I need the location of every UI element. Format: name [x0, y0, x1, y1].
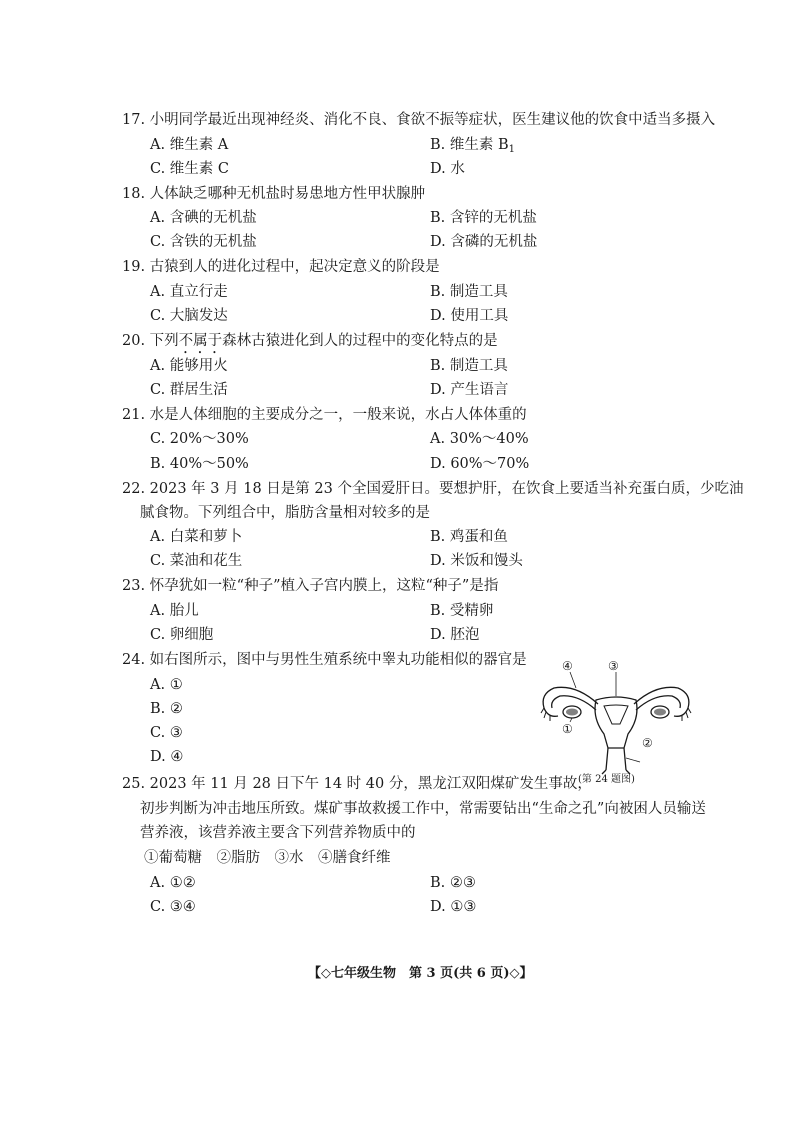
figure-caption: (第 24 题图): [578, 774, 635, 785]
question-23-option-c: C. 卵细胞: [150, 627, 214, 643]
question-20-option-d: D. 产生语言: [430, 382, 509, 398]
question-22-option-d: D. 米饭和馒头: [430, 553, 523, 569]
question-19-option-c: C. 大脑发达: [150, 308, 228, 324]
question-19-option-d: D. 使用工具: [430, 308, 509, 324]
figure-label-1: ①: [562, 722, 573, 736]
option-b-text: B. 维生素 B: [430, 137, 509, 153]
question-21-stem: 21. 水是人体细胞的主要成分之一，一般来说，水占人体体重的: [122, 407, 527, 423]
question-23-option-a: A. 胎儿: [150, 603, 199, 619]
emphasis-dotted: 不属于: [178, 333, 223, 349]
question-22-option-b: B. 鸡蛋和鱼: [430, 529, 508, 545]
question-21-option-3: B. 40%～50%: [150, 456, 249, 472]
question-23-option-d: D. 胚泡: [430, 627, 480, 643]
question-18-option-a: A. 含碘的无机盐: [150, 210, 257, 226]
question-25-option-a: A. ①②: [150, 875, 196, 891]
question-20-stem: [122, 331, 498, 357]
question-17-option-a: A. 维生素 A: [150, 137, 229, 153]
question-21-option-2: A. 30%～40%: [430, 431, 529, 447]
figure-label-2: ②: [642, 736, 653, 750]
question-24-option-a: A. ①: [150, 677, 183, 693]
question-25-items: ①葡萄糖 ②脂肪 ③水 ④膳食纤维: [144, 850, 391, 866]
question-25-option-d: D. ①③: [430, 899, 477, 915]
question-22-option-a: A. 白菜和萝卜: [150, 529, 243, 545]
question-20-option-a: A. 能够用火: [150, 358, 228, 374]
stem-post: 森林古猿进化到人的过程中的变化特点的是: [222, 333, 498, 349]
question-21-option-1: C. 20%～30%: [150, 431, 249, 447]
question-25-stem-line2: 初步判断为冲击地压所致。煤矿事故救援工作中，常需要钻出“生命之孔”向被困人员输送: [140, 801, 706, 817]
figure-label-4: ④: [562, 659, 573, 673]
question-17-option-b: [430, 135, 515, 160]
stem-pre: 20. 下列: [122, 333, 179, 349]
figure-label-3: ③: [608, 659, 619, 673]
question-23-option-b: B. 受精卵: [430, 603, 494, 619]
page-footer: 【◇七年级生物 第 3 页(共 6 页)◇】: [308, 966, 533, 981]
question-19-option-a: A. 直立行走: [150, 284, 228, 300]
question-18-option-c: C. 含铁的无机盐: [150, 234, 257, 250]
question-17-option-d: D. 水: [430, 161, 465, 177]
question-18-option-d: D. 含磷的无机盐: [430, 234, 538, 250]
question-23-stem: 23. 怀孕犹如一粒“种子”植入子宫内膜上，这粒“种子”是指: [122, 578, 499, 594]
uterus-diagram: [536, 658, 696, 778]
question-24-option-c: C. ③: [150, 725, 183, 741]
question-22-stem-line1: 22. 2023 年 3 月 18 日是第 23 个全国爱肝日。要想护肝，在饮食上要适当补充蛋白质，少吃油: [122, 481, 744, 497]
question-24-option-d: D. ④: [150, 749, 184, 765]
question-17-stem: 17. 小明同学最近出现神经炎、消化不良、食欲不振等症状，医生建议他的饮食中适当多摄入: [122, 112, 716, 128]
question-20-option-c: C. 群居生活: [150, 382, 228, 398]
question-17-option-c: C. 维生素 C: [150, 161, 229, 177]
question-25-option-b: B. ②③: [430, 875, 476, 891]
question-18-stem: 18. 人体缺乏哪种无机盐时易患地方性甲状腺肿: [122, 186, 426, 202]
question-20-option-b: B. 制造工具: [430, 358, 508, 374]
question-25-option-c: C. ③④: [150, 899, 196, 915]
question-24-option-b: B. ②: [150, 701, 183, 717]
question-18-option-b: B. 含锌的无机盐: [430, 210, 537, 226]
subscript: 1: [508, 144, 516, 155]
question-21-option-4: D. 60%～70%: [430, 456, 530, 472]
question-19-option-b: B. 制造工具: [430, 284, 508, 300]
question-25-stem-line3: 营养液，该营养液主要含下列营养物质中的: [140, 825, 416, 841]
question-22-stem-line2: 腻食物。下列组合中，脂肪含量相对较多的是: [140, 505, 430, 521]
question-22-option-c: C. 菜油和花生: [150, 553, 243, 569]
question-19-stem: 19. 古猿到人的进化过程中，起决定意义的阶段是: [122, 259, 440, 275]
question-25-stem-line1: 25. 2023 年 11 月 28 日下午 14 时 40 分，黑龙江双阳煤矿发生事故，: [122, 776, 592, 792]
question-24-stem: 24. 如右图所示，图中与男性生殖系统中睾丸功能相似的器官是: [122, 652, 527, 668]
